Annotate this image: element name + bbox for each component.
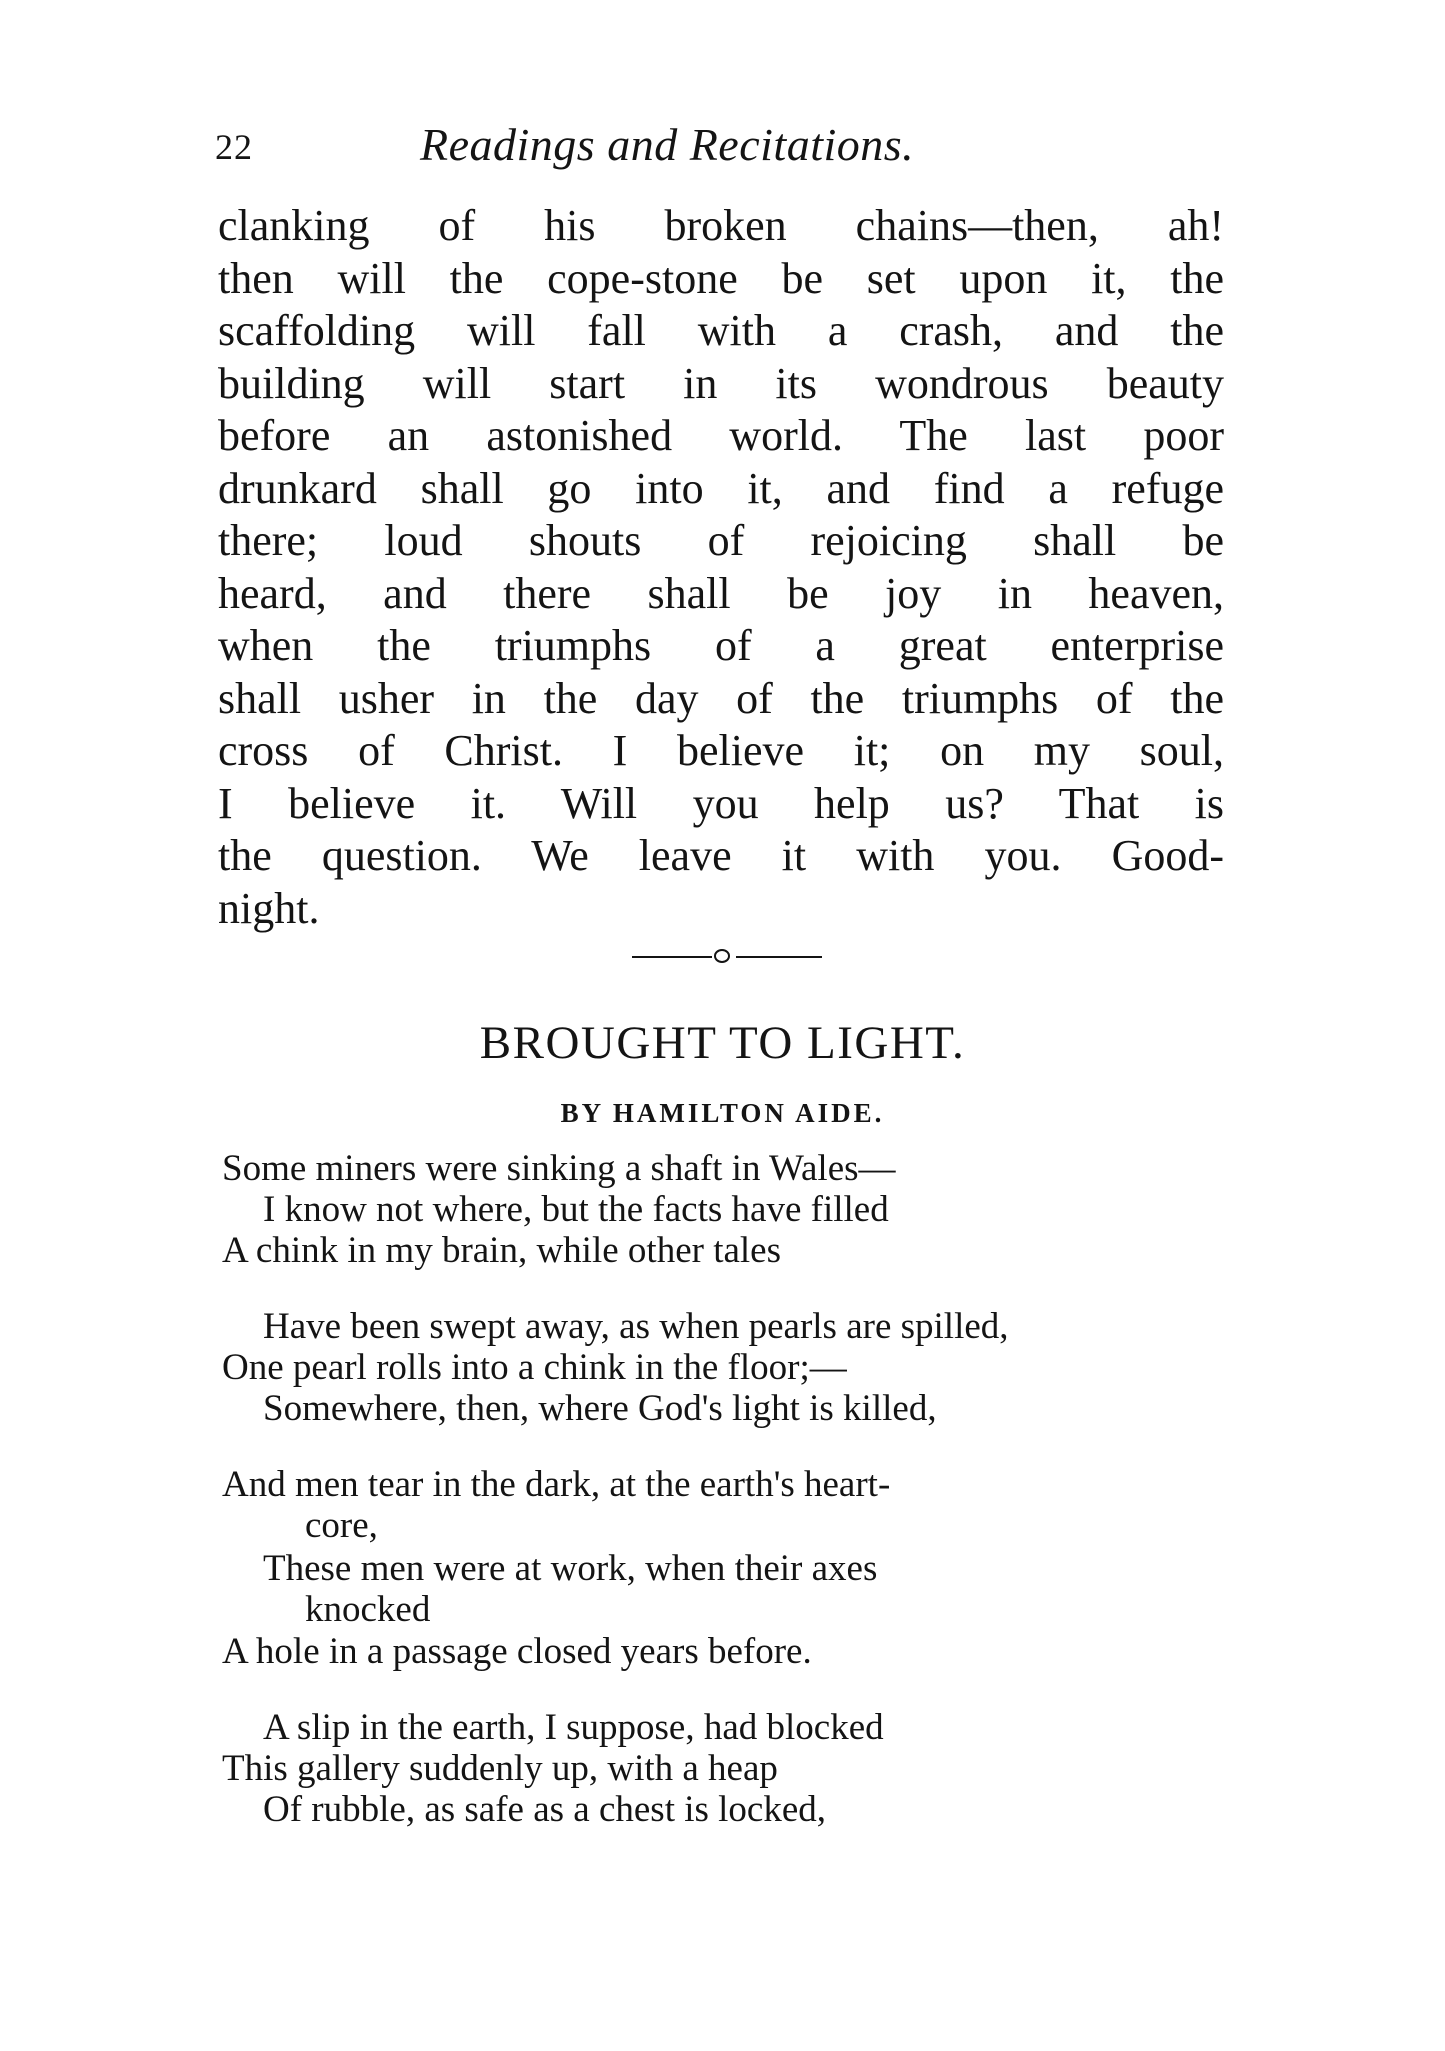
page-number: 22 (215, 127, 253, 167)
poem-line: core, (305, 1505, 378, 1546)
prose-line: when the triumphs of a great enterprise (218, 621, 1224, 670)
separator-rule-right (736, 956, 822, 958)
poem-line: Of rubble, as safe as a chest is locked, (263, 1789, 827, 1830)
prose-line: scaffolding will fall with a crash, and the (218, 306, 1224, 355)
prose-line: I believe it. Will you help us? That is (218, 778, 1224, 828)
poem-line: I know not where, but the facts have filled (263, 1189, 889, 1230)
poem-line: knocked (305, 1589, 431, 1630)
running-title: Readings and Recitations. (420, 119, 915, 170)
prose-line: then will the cope-stone be set upon it, the (218, 253, 1224, 303)
prose-line: heard, and there shall be joy in heaven, (218, 568, 1224, 618)
prose-passage (218, 200, 1224, 935)
poem-line: A hole in a passage closed years before. (222, 1631, 812, 1672)
poem-line: A chink in my brain, while other tales (222, 1230, 781, 1271)
poem-line: Somewhere, then, where God's light is killed, (263, 1388, 937, 1429)
section-separator (632, 946, 822, 968)
prose-line: before an astonished world. The last poor (218, 411, 1224, 460)
separator-ornament (714, 949, 730, 963)
prose-line: cross of Christ. I believe it; on my soul, (218, 726, 1224, 775)
prose-line: clanking of his broken chains—then, ah! (218, 201, 1224, 250)
poem-line: This gallery suddenly up, with a heap (222, 1748, 778, 1789)
poem-line: Some miners were sinking a shaft in Wales— (222, 1148, 896, 1189)
poem-line: These men were at work, when their axes (263, 1548, 878, 1589)
prose-line: there; loud shouts of rejoicing shall be (218, 516, 1224, 565)
poem-line: Have been swept away, as when pearls are spilled, (263, 1306, 1009, 1347)
poem-line: A slip in the earth, I suppose, had blocked (263, 1707, 884, 1748)
prose-line: night. (218, 883, 320, 933)
poem-line: One pearl rolls into a chink in the floor;— (222, 1347, 847, 1388)
poem-title: BROUGHT TO LIGHT. (479, 1017, 966, 1069)
prose-line: drunkard shall go into it, and find a refuge (218, 463, 1224, 513)
poem-byline: BY HAMILTON AIDE. (560, 1098, 885, 1128)
prose-line: building will start in its wondrous beauty (218, 358, 1224, 408)
prose-line: the question. We leave it with you. Good- (218, 831, 1224, 880)
poem-line: And men tear in the dark, at the earth's heart- (222, 1464, 891, 1505)
prose-line: shall usher in the day of the triumphs of the (218, 673, 1224, 723)
separator-rule-left (632, 956, 712, 958)
